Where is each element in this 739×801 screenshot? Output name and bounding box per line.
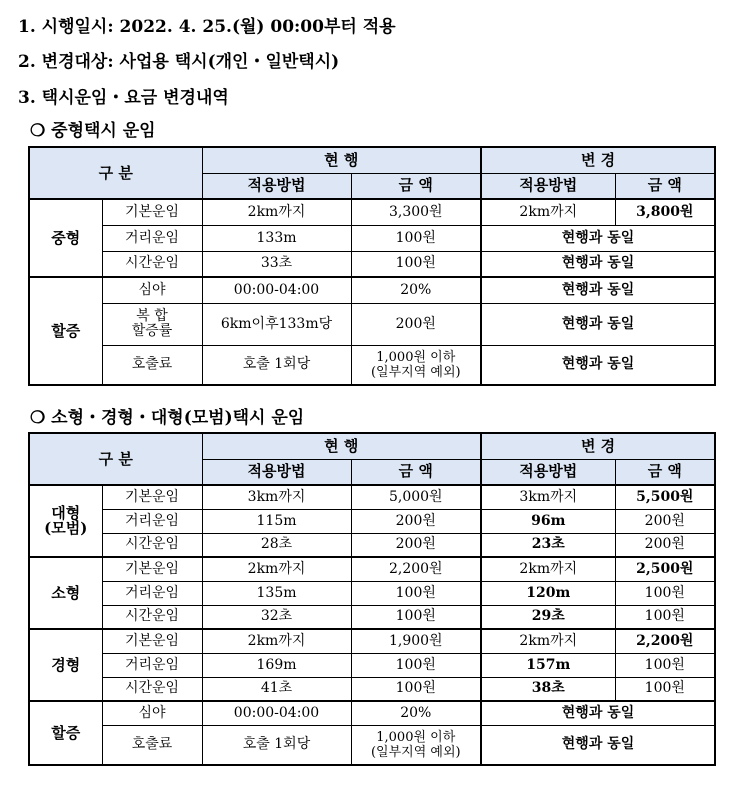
current-amount: 100원 (351, 581, 481, 605)
same-as-current: 현행과 동일 (481, 277, 715, 303)
item-label-line1: 복 합 (136, 308, 168, 324)
header-current-method: 적용방법 (202, 173, 351, 199)
amount-line2: (일부지역 예외) (370, 364, 461, 380)
item-label: 시간운임 (102, 251, 202, 277)
new-method: 96m (481, 509, 615, 533)
group-large (29, 485, 102, 557)
section-title-others: ❍ 소형・경형・대형(모범)택시 운임 (30, 408, 305, 428)
current-method: 호출 1회당 (202, 345, 351, 385)
item-label: 호출료 (102, 345, 202, 385)
item-label: 심야 (102, 277, 202, 303)
current-amount-call (351, 345, 481, 385)
line-changes: 3. 택시운임・요금 변경내역 (18, 88, 229, 108)
current-method: 33초 (202, 251, 351, 277)
current-method: 00:00-04:00 (202, 701, 351, 725)
item-label-compound (102, 303, 202, 345)
header-new-amount: 금 액 (615, 173, 715, 199)
current-amount: 5,000원 (351, 485, 481, 509)
midsize-fare-table (28, 146, 716, 386)
new-method: 2km까지 (481, 629, 615, 653)
new-amount: 200원 (615, 533, 715, 557)
new-method: 23초 (481, 533, 615, 557)
current-amount: 100원 (351, 605, 481, 629)
new-amount: 3,800원 (615, 199, 715, 225)
header-change: 변 경 (481, 147, 715, 173)
current-method: 135m (202, 581, 351, 605)
same-as-current: 현행과 동일 (481, 225, 715, 251)
current-method: 28초 (202, 533, 351, 557)
item-label: 시간운임 (102, 533, 202, 557)
item-label-line2: 할증률 (131, 323, 173, 339)
item-label: 호출료 (102, 725, 202, 765)
current-amount: 100원 (351, 251, 481, 277)
new-method: 29초 (481, 605, 615, 629)
new-amount: 100원 (615, 677, 715, 701)
current-amount: 200원 (351, 533, 481, 557)
current-method: 6km이후133m당 (202, 303, 351, 345)
current-amount: 1,900원 (351, 629, 481, 653)
item-label: 시간운임 (102, 605, 202, 629)
other-fare-table (28, 432, 716, 766)
current-amount: 100원 (351, 653, 481, 677)
current-amount: 100원 (351, 225, 481, 251)
current-amount: 2,200원 (351, 557, 481, 581)
current-amount: 200원 (351, 509, 481, 533)
same-as-current: 현행과 동일 (481, 701, 715, 725)
item-label: 거리운임 (102, 581, 202, 605)
current-method: 2km까지 (202, 557, 351, 581)
group-surcharge: 할증 (29, 277, 102, 385)
new-amount: 100원 (615, 581, 715, 605)
current-method: 32초 (202, 605, 351, 629)
current-method: 2km까지 (202, 199, 351, 225)
new-method: 38초 (481, 677, 615, 701)
new-method: 2km까지 (481, 199, 615, 225)
item-label: 거리운임 (102, 653, 202, 677)
line-effective-date: 1. 시행일시: 2022. 4. 25.(월) 00:00부터 적용 (18, 17, 396, 37)
amount-line2: (일부지역 예외) (370, 744, 461, 760)
current-method: 115m (202, 509, 351, 533)
current-amount: 20% (351, 277, 481, 303)
header-current: 현 행 (202, 433, 481, 459)
header-current-amount: 금 액 (351, 459, 481, 485)
header-gubun: 구 분 (29, 147, 202, 199)
line-target: 2. 변경대상: 사업용 택시(개인・일반택시) (18, 52, 340, 72)
item-label: 심야 (102, 701, 202, 725)
new-method: 3km까지 (481, 485, 615, 509)
current-method: 41초 (202, 677, 351, 701)
amount-line1: 1,000원 이하 (376, 349, 456, 365)
current-amount: 100원 (351, 677, 481, 701)
current-amount-call (351, 725, 481, 765)
current-method: 169m (202, 653, 351, 677)
new-amount: 100원 (615, 605, 715, 629)
group-large-line1: 대형 (51, 504, 81, 522)
item-label: 기본운임 (102, 557, 202, 581)
new-method: 120m (481, 581, 615, 605)
new-method: 157m (481, 653, 615, 677)
item-label: 거리운임 (102, 225, 202, 251)
current-amount: 20% (351, 701, 481, 725)
current-method: 00:00-04:00 (202, 277, 351, 303)
header-change: 변 경 (481, 433, 715, 459)
new-amount: 100원 (615, 653, 715, 677)
group-large-line2: (모범) (44, 519, 88, 537)
item-label: 거리운임 (102, 509, 202, 533)
same-as-current: 현행과 동일 (481, 303, 715, 345)
new-amount: 2,500원 (615, 557, 715, 581)
current-method: 133m (202, 225, 351, 251)
new-amount: 5,500원 (615, 485, 715, 509)
header-new-method: 적용방법 (481, 173, 615, 199)
item-label: 시간운임 (102, 677, 202, 701)
same-as-current: 현행과 동일 (481, 345, 715, 385)
header-new-amount: 금 액 (615, 459, 715, 485)
section-title-midsize: ❍ 중형택시 운임 (30, 121, 156, 141)
new-amount: 2,200원 (615, 629, 715, 653)
header-gubun: 구 분 (29, 433, 202, 485)
item-label: 기본운임 (102, 199, 202, 225)
header-current-method: 적용방법 (202, 459, 351, 485)
new-amount: 200원 (615, 509, 715, 533)
current-amount: 3,300원 (351, 199, 481, 225)
group-midsize: 중형 (29, 199, 102, 277)
group-light: 경형 (29, 629, 102, 701)
item-label: 기본운임 (102, 485, 202, 509)
amount-line1: 1,000원 이하 (376, 729, 456, 745)
group-small: 소형 (29, 557, 102, 629)
header-new-method: 적용방법 (481, 459, 615, 485)
header-current-amount: 금 액 (351, 173, 481, 199)
new-method: 2km까지 (481, 557, 615, 581)
group-surcharge: 할증 (29, 701, 102, 765)
same-as-current: 현행과 동일 (481, 725, 715, 765)
same-as-current: 현행과 동일 (481, 251, 715, 277)
current-amount: 200원 (351, 303, 481, 345)
current-method: 2km까지 (202, 629, 351, 653)
current-method: 3km까지 (202, 485, 351, 509)
item-label: 기본운임 (102, 629, 202, 653)
current-method: 호출 1회당 (202, 725, 351, 765)
header-current: 현 행 (202, 147, 481, 173)
